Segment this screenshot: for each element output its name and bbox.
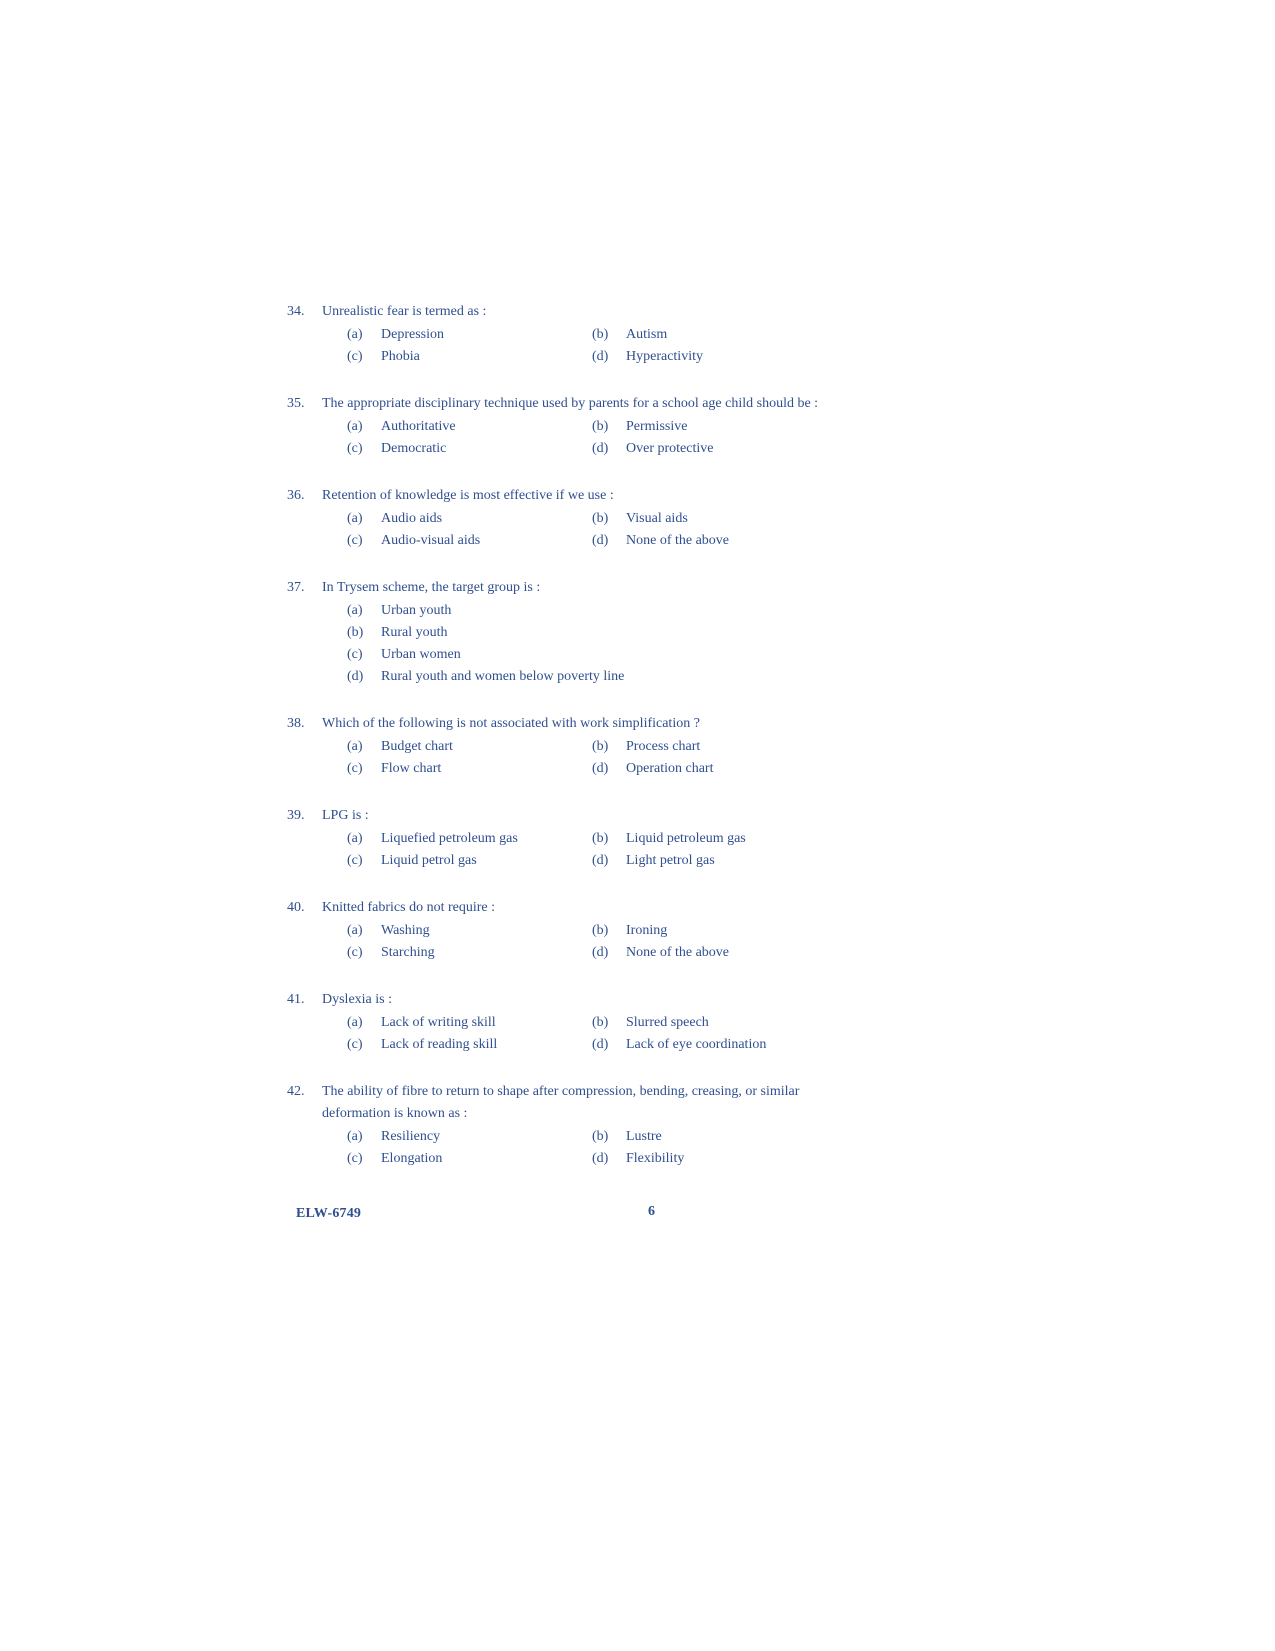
option-a xyxy=(347,324,592,346)
option-label: (a) xyxy=(347,327,363,342)
option-b xyxy=(592,416,837,438)
question-number: 37. xyxy=(287,580,305,595)
question-text: Which of the following is not associated with work simplification ? xyxy=(322,716,700,731)
option-a xyxy=(347,600,847,622)
question-number: 42. xyxy=(287,1084,305,1099)
option-b xyxy=(592,828,837,850)
option-label: (b) xyxy=(592,739,609,754)
question-header xyxy=(287,577,847,599)
option-label: (a) xyxy=(347,511,363,526)
paper-code: ELW-6749 xyxy=(296,1206,362,1221)
option-b xyxy=(592,508,837,530)
options-grid xyxy=(347,736,847,780)
option-text: Authoritative xyxy=(381,419,456,434)
option-row xyxy=(347,736,847,758)
option-text: Lack of reading skill xyxy=(381,1037,498,1052)
option-a xyxy=(347,920,592,942)
option-text: Urban women xyxy=(381,647,461,662)
question-36 xyxy=(287,485,847,552)
option-label: (a) xyxy=(347,923,363,938)
option-d xyxy=(592,850,837,872)
option-d xyxy=(592,758,837,780)
question-text: Knitted fabrics do not require : xyxy=(322,900,496,915)
option-text: Flexibility xyxy=(626,1151,685,1166)
option-label: (c) xyxy=(347,1151,363,1166)
question-text: In Trysem scheme, the target group is : xyxy=(322,580,541,595)
option-text: Ironing xyxy=(626,923,668,938)
option-label: (d) xyxy=(592,853,609,868)
page-number: 6 xyxy=(648,1204,655,1219)
question-number: 36. xyxy=(287,488,305,503)
options-grid xyxy=(347,1126,847,1170)
option-row xyxy=(347,920,847,942)
question-text: Unrealistic fear is termed as : xyxy=(322,304,487,319)
option-a xyxy=(347,1012,592,1034)
option-label: (c) xyxy=(347,761,363,776)
option-text: Lack of eye coordination xyxy=(626,1037,767,1052)
option-label: (d) xyxy=(592,441,609,456)
option-text: Slurred speech xyxy=(626,1015,709,1030)
option-a xyxy=(347,736,592,758)
question-34 xyxy=(287,301,847,368)
option-label: (d) xyxy=(592,761,609,776)
option-text: Democratic xyxy=(381,441,447,456)
question-text: The appropriate disciplinary technique used by parents for a school age child should be : xyxy=(322,396,819,411)
option-text: Budget chart xyxy=(381,739,453,754)
option-label: (c) xyxy=(347,533,363,548)
question-header xyxy=(287,393,847,415)
question-list xyxy=(287,301,847,1195)
option-b xyxy=(592,1012,837,1034)
option-label: (b) xyxy=(592,1015,609,1030)
option-label: (d) xyxy=(592,349,609,364)
question-number: 34. xyxy=(287,304,305,319)
question-41 xyxy=(287,989,847,1056)
option-b xyxy=(592,736,837,758)
option-text: Visual aids xyxy=(626,511,688,526)
option-row xyxy=(347,324,847,346)
option-label: (c) xyxy=(347,441,363,456)
question-text: Retention of knowledge is most effective if we use : xyxy=(322,488,614,503)
option-row xyxy=(347,600,847,622)
option-text: Flow chart xyxy=(381,761,442,776)
question-header xyxy=(287,485,847,507)
option-text: Light petrol gas xyxy=(626,853,715,868)
option-text: Autism xyxy=(626,327,668,342)
option-label: (a) xyxy=(347,1015,363,1030)
option-b xyxy=(592,920,837,942)
option-text: Elongation xyxy=(381,1151,443,1166)
options-grid xyxy=(347,508,847,552)
option-row xyxy=(347,438,847,460)
option-text: None of the above xyxy=(626,533,730,548)
option-text: Lustre xyxy=(626,1129,662,1144)
option-label: (b) xyxy=(592,831,609,846)
option-text: Liquid petrol gas xyxy=(381,853,477,868)
option-label: (a) xyxy=(347,739,363,754)
option-label: (b) xyxy=(592,1129,609,1144)
option-c xyxy=(347,758,592,780)
option-row xyxy=(347,942,847,964)
option-d xyxy=(592,530,837,552)
question-42 xyxy=(287,1081,847,1170)
option-row xyxy=(347,1126,847,1148)
option-row xyxy=(347,828,847,850)
option-text: Rural youth and women below poverty line xyxy=(381,669,625,684)
option-label: (c) xyxy=(347,349,363,364)
option-row xyxy=(347,346,847,368)
options-grid xyxy=(347,920,847,964)
option-d xyxy=(347,666,847,688)
question-40 xyxy=(287,897,847,964)
option-c xyxy=(347,942,592,964)
option-c xyxy=(347,530,592,552)
option-c xyxy=(347,850,592,872)
option-label: (b) xyxy=(592,419,609,434)
option-text: Permissive xyxy=(626,419,688,434)
option-c xyxy=(347,1148,592,1170)
question-38 xyxy=(287,713,847,780)
option-d xyxy=(592,438,837,460)
option-text: Hyperactivity xyxy=(626,349,703,364)
option-c xyxy=(347,346,592,368)
option-a xyxy=(347,508,592,530)
question-header xyxy=(287,301,847,323)
option-label: (c) xyxy=(347,647,363,662)
option-row xyxy=(347,666,847,688)
option-text: Process chart xyxy=(626,739,701,754)
option-label: (b) xyxy=(592,511,609,526)
options-grid xyxy=(347,416,847,460)
option-text: Audio aids xyxy=(381,511,443,526)
option-label: (c) xyxy=(347,1037,363,1052)
option-label: (a) xyxy=(347,831,363,846)
question-number: 41. xyxy=(287,992,305,1007)
option-label: (a) xyxy=(347,603,363,618)
question-number: 35. xyxy=(287,396,305,411)
option-row xyxy=(347,416,847,438)
option-label: (a) xyxy=(347,419,363,434)
option-label: (b) xyxy=(347,625,364,640)
option-text: Phobia xyxy=(381,349,420,364)
option-d xyxy=(592,346,837,368)
option-row xyxy=(347,758,847,780)
option-label: (d) xyxy=(592,533,609,548)
option-text: Starching xyxy=(381,945,435,960)
option-a xyxy=(347,1126,592,1148)
question-number: 40. xyxy=(287,900,305,915)
option-label: (d) xyxy=(347,669,364,684)
option-text: None of the above xyxy=(626,945,730,960)
option-text: Urban youth xyxy=(381,603,452,618)
option-label: (b) xyxy=(592,923,609,938)
question-35 xyxy=(287,393,847,460)
option-a xyxy=(347,416,592,438)
option-text: Resiliency xyxy=(381,1129,441,1144)
option-text: Over protective xyxy=(626,441,714,456)
option-row xyxy=(347,622,847,644)
options-grid xyxy=(347,324,847,368)
question-text: The ability of fibre to return to shape after compression, bending, creasing, or similar deformation is known as : xyxy=(322,1084,800,1121)
options-list xyxy=(347,600,847,688)
options-grid xyxy=(347,1012,847,1056)
option-label: (d) xyxy=(592,1037,609,1052)
option-b xyxy=(592,1126,837,1148)
option-d xyxy=(592,1148,837,1170)
option-d xyxy=(592,942,837,964)
question-number: 39. xyxy=(287,808,305,823)
option-d xyxy=(592,1034,837,1056)
option-label: (c) xyxy=(347,945,363,960)
option-text: Liquefied petroleum gas xyxy=(381,831,518,846)
question-header xyxy=(287,897,847,919)
option-label: (a) xyxy=(347,1129,363,1144)
question-text: Dyslexia is : xyxy=(322,992,392,1007)
option-c xyxy=(347,1034,592,1056)
option-b xyxy=(347,622,847,644)
option-label: (c) xyxy=(347,853,363,868)
question-39 xyxy=(287,805,847,872)
option-text: Audio-visual aids xyxy=(381,533,481,548)
question-header xyxy=(287,989,847,1011)
option-text: Washing xyxy=(381,923,430,938)
option-text: Depression xyxy=(381,327,444,342)
question-header xyxy=(287,713,847,735)
option-b xyxy=(592,324,837,346)
question-header xyxy=(287,805,847,827)
option-label: (b) xyxy=(592,327,609,342)
options-grid xyxy=(347,828,847,872)
option-row xyxy=(347,508,847,530)
option-row xyxy=(347,850,847,872)
question-header xyxy=(287,1081,847,1125)
option-text: Rural youth xyxy=(381,625,448,640)
option-label: (d) xyxy=(592,945,609,960)
option-row xyxy=(347,530,847,552)
option-text: Liquid petroleum gas xyxy=(626,831,746,846)
option-text: Lack of writing skill xyxy=(381,1015,496,1030)
option-label: (d) xyxy=(592,1151,609,1166)
option-row xyxy=(347,1012,847,1034)
option-a xyxy=(347,828,592,850)
question-text: LPG is : xyxy=(322,808,369,823)
option-c xyxy=(347,644,847,666)
option-row xyxy=(347,644,847,666)
question-37 xyxy=(287,577,847,688)
question-number: 38. xyxy=(287,716,305,731)
option-c xyxy=(347,438,592,460)
option-row xyxy=(347,1034,847,1056)
option-row xyxy=(347,1148,847,1170)
option-text: Operation chart xyxy=(626,761,714,776)
